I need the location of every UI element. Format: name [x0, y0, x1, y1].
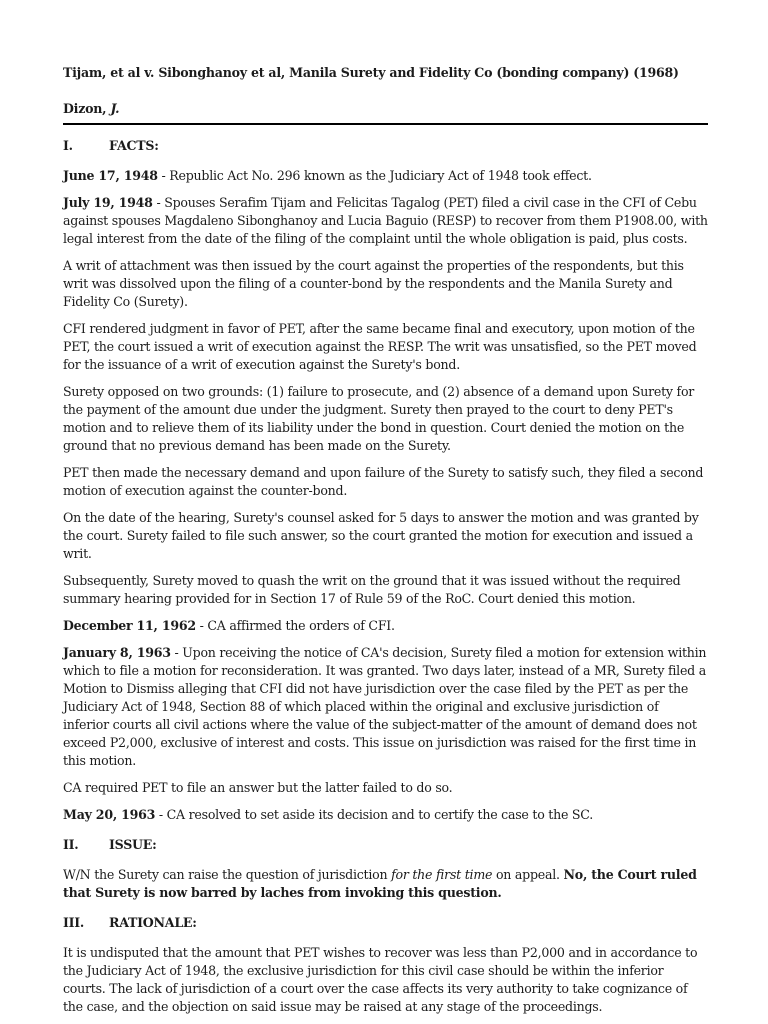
fact-date: June 17, 1948	[63, 168, 158, 183]
fact-paragraph	[63, 194, 708, 248]
issue-heading-label: ISSUE:	[109, 837, 157, 852]
issue-text-cont: on appeal.	[492, 867, 564, 882]
fact-paragraph	[63, 806, 708, 824]
rationale-paragraph: It is undisputed that the amount that PET wishes to recover was less than P2,000 and in accordance to the Judiciary Act of 1948, the exclusive jurisdiction for this civil case should be within the inferior courts. The lack of jurisdiction of a court over the case affects its very authority to take cognizance of the case, and the objection on said issue may be raised at any stage of the proceedings.	[63, 945, 698, 1014]
ponente-name: Dizon,	[63, 101, 111, 116]
fact-text: - Spouses Serafim Tijam and Felicitas Tagalog (PET) filed a civil case in the CFI of Cebu against spouses Magdaleno Sibonghanoy and Lucia Baguio (RESP) to recover from them P1908.00, with legal interest from the date of the filing of the complaint until the whole obligation is paid, plus costs.	[63, 195, 708, 246]
issue-ruling: No, the Court ruled that Surety is now barred by laches from invoking this question.	[63, 867, 697, 900]
fact-paragraph: Surety opposed on two grounds: (1) failure to prosecute, and (2) absence of a demand upon Surety for the payment of the amount due under the judgment. Surety then prayed to the court to deny PET's motion and to relieve them of its liability under the bond in question. Court denied the motion on the ground that no previous demand has been made on the Surety.	[63, 384, 695, 453]
fact-date: January 8, 1963	[63, 645, 171, 660]
fact-text: - Upon receiving the notice of CA's decision, Surety filed a motion for extension within which to file a motion for reconsideration. It was granted. Two days later, instead of a MR, Surety filed a Motion to Dismiss alleging that CFI did not have jurisdiction over the case filed by the PET as per the Judiciary Act of 1948, Section 88 of which placed within the original and exclusive jurisdiction of inferior courts all civil actions where the value of the subject-matter of the amount of demand does not exceed P2,000, exclusive of interest and costs. This issue on jurisdiction was raised for the first time in this motion.	[63, 645, 707, 768]
issue-heading	[63, 836, 708, 854]
fact-paragraph: On the date of the hearing, Surety's counsel asked for 5 days to answer the motion and was granted by the court. Surety failed to file such answer, so the court granted the motion for execution and issued a writ.	[63, 510, 699, 561]
fact-paragraph: CFI rendered judgment in favor of PET, after the same became final and executory, upon motion of the PET, the court issued a writ of execution against the RESP. The writ was unsatisfied, so the PET moved for the issuance of a writ of execution against the Surety's bond.	[63, 321, 697, 372]
fact-paragraph: Subsequently, Surety moved to quash the writ on the ground that it was issued without the required summary hearing provided for in Section 17 of Rule 59 of the RoC. Court denied this motion.	[63, 573, 681, 606]
issue-number: II.	[63, 837, 79, 852]
fact-text: - Republic Act No. 296 known as the Judiciary Act of 1948 took effect.	[157, 168, 592, 183]
facts-heading-label: FACTS:	[109, 138, 159, 153]
fact-date: December 11, 1962	[63, 618, 196, 633]
fact-paragraph	[63, 167, 708, 185]
ponente	[63, 100, 708, 125]
rationale-number: III.	[63, 915, 85, 930]
issue-paragraph	[63, 866, 708, 902]
fact-paragraph	[63, 617, 708, 635]
fact-paragraph: PET then made the necessary demand and upon failure of the Surety to satisfy such, they filed a second motion of execution against the counter-bond.	[63, 465, 704, 498]
facts-heading	[63, 137, 708, 155]
fact-date: May 20, 1963	[63, 807, 156, 822]
fact-date: July 19, 1948	[63, 195, 153, 210]
fact-text: - CA resolved to set aside its decision and to certify the case to the SC.	[155, 807, 593, 822]
ponente-title: J.	[110, 101, 120, 116]
issue-text: W/N the Surety can raise the question of jurisdiction	[63, 867, 392, 882]
issue-emphasis: for the first time	[391, 867, 493, 882]
fact-text: - CA affirmed the orders of CFI.	[195, 618, 395, 633]
fact-paragraph: A writ of attachment was then issued by the court against the properties of the respondents, but this writ was dissolved upon the filing of a counter-bond by the respondents and the Manila Surety and Fidelity Co (Surety).	[63, 258, 684, 309]
rationale-heading	[63, 914, 708, 932]
fact-paragraph	[63, 644, 708, 770]
rationale-heading-label: RATIONALE:	[109, 915, 197, 930]
facts-number: I.	[63, 138, 73, 153]
fact-paragraph: CA required PET to file an answer but the latter failed to do so.	[63, 780, 453, 795]
case-title: Tijam, et al v. Sibonghanoy et al, Manila Surety and Fidelity Co (bonding company) (1968)	[63, 65, 679, 80]
